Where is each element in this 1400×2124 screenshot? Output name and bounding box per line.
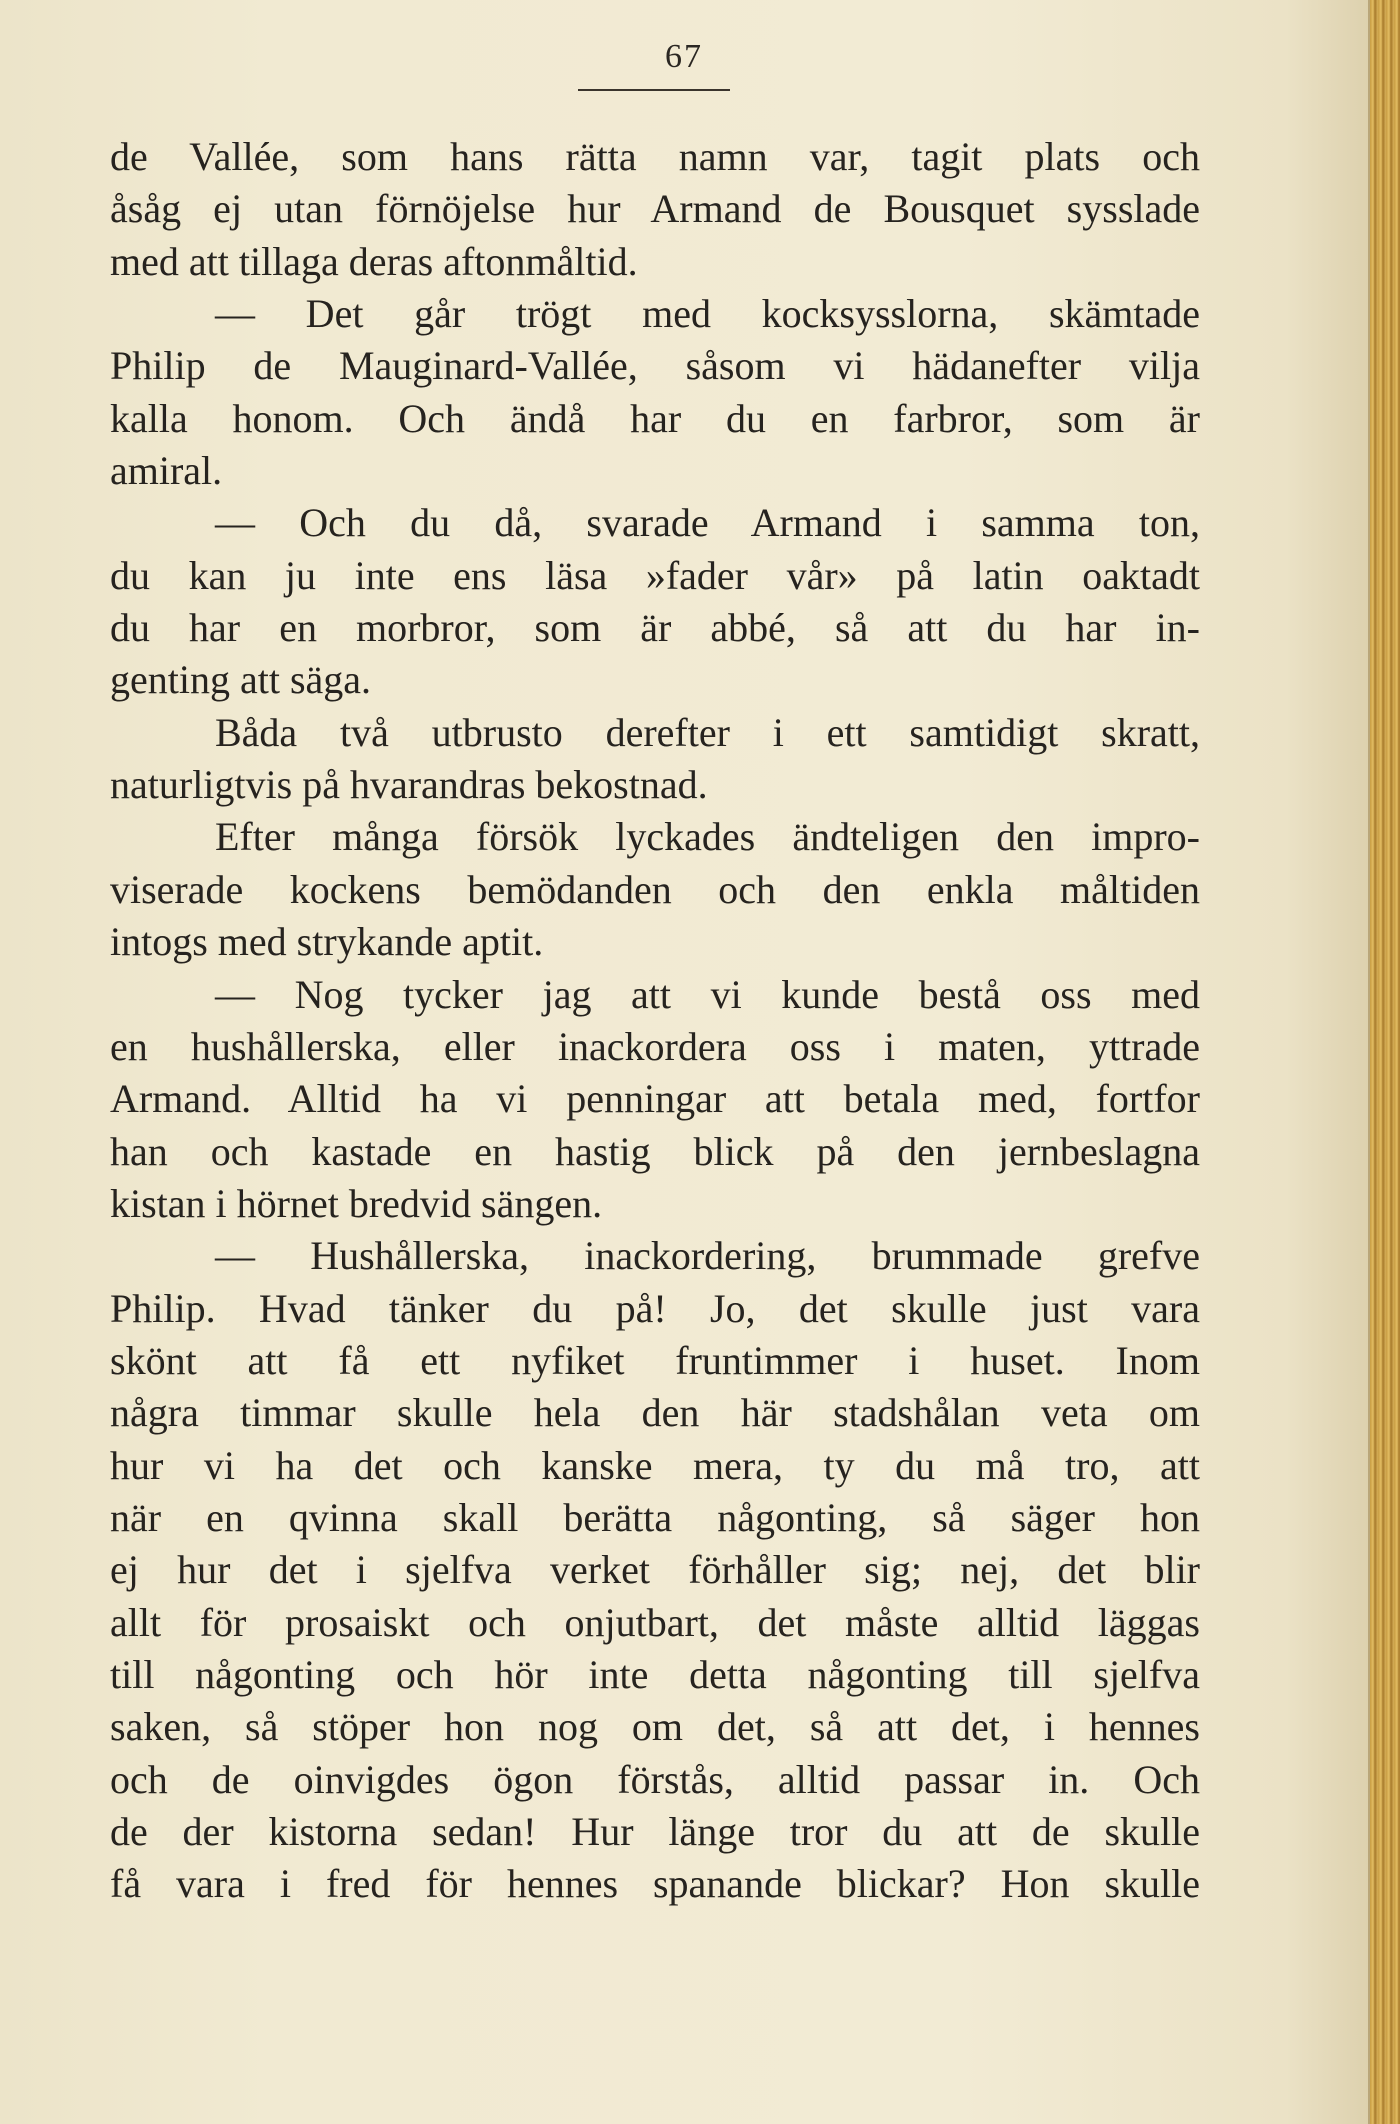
text-line: amiral. — [110, 448, 223, 494]
page-number: 67 — [665, 38, 703, 75]
text-line: du har en morbror, som är abbé, så att du har in- — [110, 605, 1200, 651]
text-line: Armand. Alltid ha vi penningar att betala med, fortfor — [110, 1076, 1200, 1122]
text-line: de der kistorna sedan! Hur länge tror du att de skulle — [110, 1809, 1200, 1854]
text-line: en hushållerska, eller inackordera oss i maten, yttrade — [110, 1023, 1200, 1069]
text-line: några timmar skulle hela den här stadshålan veta om — [110, 1390, 1200, 1436]
text-line: genting att säga. — [110, 657, 372, 703]
text-line: Philip. Hvad tänker du på! Jo, det skulle just vara — [110, 1285, 1200, 1331]
text-line: han och kastade en hastig blick på den jernbeslagna — [110, 1128, 1200, 1174]
text-line: kalla honom. Och ändå har du en farbror, som är — [110, 395, 1200, 441]
text-line: få vara i fred för hennes spanande blickar? Hon skulle — [110, 1861, 1200, 1907]
text-line: — Och du då, svarade Armand i samma ton, — [215, 500, 1200, 546]
page-edge — [1370, 0, 1400, 2124]
text-line: — Hushållerska, inackordering, brummade grefve — [215, 1233, 1200, 1279]
text-line: åsåg ej utan förnöjelse hur Armand de Bousquet sysslade — [110, 186, 1200, 232]
text-line: du kan ju inte ens läsa »fader vår» på latin oaktadt — [110, 552, 1200, 598]
text-line: med att tillaga deras aftonmåltid. — [110, 238, 638, 284]
text-line: ej hur det i sjelfva verket förhåller sig; nej, det blir — [110, 1547, 1200, 1593]
text-line: — Nog tycker jag att vi kunde bestå oss med — [215, 971, 1200, 1017]
text-line: intogs med strykande aptit. — [110, 919, 544, 965]
text-line: viserade kockens bemödanden och den enkla måltiden — [110, 866, 1200, 912]
text-line: — Det går trögt med kocksysslorna, skämtade — [215, 291, 1200, 337]
page-number-rule — [578, 89, 730, 91]
body-text — [110, 131, 1200, 1911]
text-line: Båda två utbrusto derefter i ett samtidigt skratt, — [215, 709, 1200, 755]
text-line: skönt att få ett nyfiket fruntimmer i huset. Inom — [110, 1337, 1200, 1383]
text-line: hur vi ha det och kanske mera, ty du må tro, att — [110, 1442, 1200, 1488]
text-line: till någonting och hör inte detta någonting till sjelfva — [110, 1651, 1200, 1697]
text-line: naturligtvis på hvarandras bekostnad. — [110, 762, 708, 808]
text-line: när en qvinna skall berätta någonting, så säger hon — [110, 1494, 1200, 1540]
text-line: de Vallée, som hans rätta namn var, tagit plats och — [110, 134, 1200, 179]
text-line: kistan i hörnet bredvid sängen. — [110, 1180, 603, 1226]
text-line: Efter många försök lyckades ändteligen den impro- — [215, 814, 1200, 860]
text-line: Philip de Mauginard-Vallée, såsom vi hädanefter vilja — [110, 343, 1200, 389]
text-line: saken, så stöper hon nog om det, så att det, i hennes — [110, 1704, 1200, 1750]
text-line: allt för prosaiskt och onjutbart, det måste alltid läggas — [110, 1599, 1200, 1645]
text-line: och de oinvigdes ögon förstås, alltid passar in. Och — [110, 1756, 1200, 1802]
